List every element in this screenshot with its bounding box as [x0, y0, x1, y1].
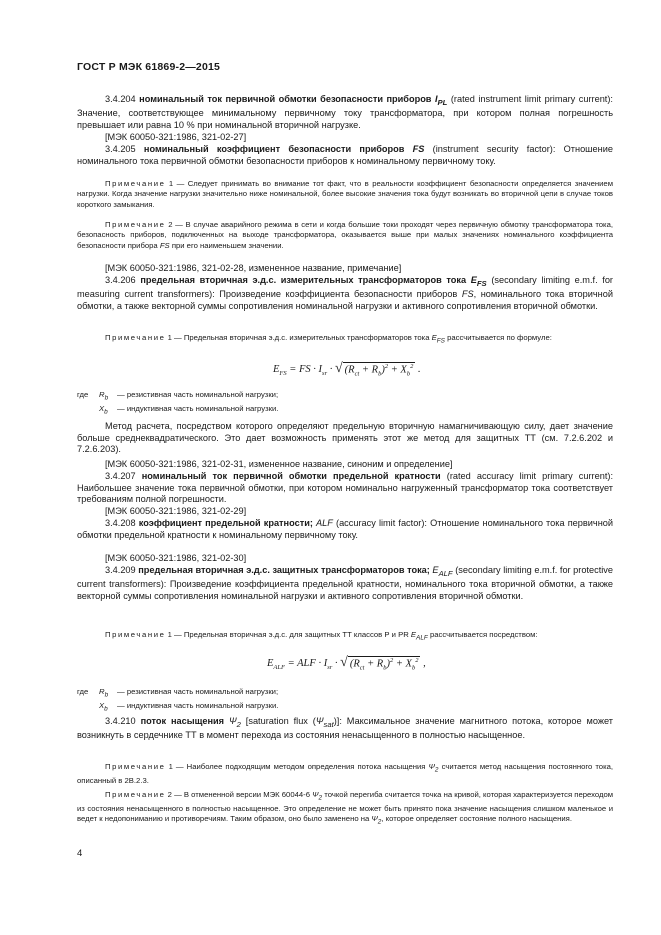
source-ref: [МЭК 60050-321:1986, 321-02-27] [105, 132, 247, 142]
note-210-1: Примечание 1 — Наиболее подходящим методом определения потока насыщения $\Psi_2$ считается метод насыщения постоянного тока, описанный в 2В.2.3. [77, 762, 614, 785]
term-3-4-206: 3.4.206 предельная вторичная э.д.с. измерительных трансформаторов тока $E_{FS}$ (secondary limiting e.m.f. for measuring current transformers): Произведение коэффициента безопасности приборов FS, номинального тока вторичной обмотки, а также векторной суммы сопротивления номинальной нагрузки и активного сопротивления вторичной обмотки. [77, 275, 613, 312]
term-3-4-204: 3.4.204 номинальный ток первичной обмотки безопасности приборов $I_{PL}$ (rated instrument limit primary current): Значение, соответствующее минимальному первичному току трансформатора, при котором полная погрешность превышает или равна 10 % при номинальной вторичной нагрузке. [77, 94, 613, 131]
page-number: 4 [77, 848, 83, 859]
source-ref: [МЭК 60050-321:1986, 321-02-29] [105, 506, 247, 516]
legend-2: где $R_b$ — резистивная часть номинальной нагрузки; $X_b$ — индуктивная часть номинальной нагрузки. [77, 687, 279, 713]
note-209: Примечание 1 — Предельная вторичная э.д.с. для защитных ТТ классов Р и PR $E_{ALF}$ рассчитывается посредством: [105, 630, 538, 642]
legend-1: где $R_b$ — резистивная часть номинальной нагрузки; $X_b$ — индуктивная часть номинальной нагрузки. [77, 390, 279, 416]
note-205-1: Примечание 1 — Следует принимать во внимание тот факт, что в реальности коэффициент безопасности определяется значением нагрузки. Когда значение нагрузки значительно ниже номинальной, более высокие значения тока будут возникать во вторичной цепи в случае токов короткого замыкания. [77, 179, 613, 209]
formula-ealf: $E_{ALF}$ = ALF · $I_{sr}$ · √ $(R_{ct} + R_b)^2 + X_b^2$ , [267, 655, 426, 672]
term-3-4-210: 3.4.210 поток насыщения $\Psi_2$ [saturation flux $(\Psi_{sat})$]: Максимальное значение магнитного потока, которое может возникнуть в сердечнике ТТ в момент перехода из состояния ненасыщенного в полностью насыщенное. [77, 716, 614, 741]
source-ref: [МЭК 60050-321:1986, 321-02-31, измененное название, синоним и определение] [105, 459, 453, 469]
method-paragraph: Метод расчета, посредством которого определяют предельную вторичную намагничивающую силу, дает значение больше среднеквадратического. Это дает возможность применять этот же метод для защитных ТТ (см. 7.2.6.202 и 7.2.6.203). [77, 421, 613, 455]
note-205-2: Примечание 2 — В случае аварийного режима в сети и когда большие токи проходят через первичную обмотку трансформатора тока, безопасность приборов, подключенных на выходе трансформатора, оказывается выше при малых значениях номинального коэффициента безопасности прибора FS при его наименьшем значении. [77, 220, 613, 250]
term-3-4-208: 3.4.208 коэффициент предельной кратности; ALF (accuracy limit factor): Отношение номинального тока первичной обмотки предельной кратности к номинальному первичному току. [77, 518, 614, 540]
term-3-4-205: 3.4.205 номинальный коэффициент безопасности приборов FS (instrument security factor): Отношение номинального тока первичной обмотки безопасности приборов к номинальному первичному току. [77, 144, 613, 166]
term-3-4-207: 3.4.207 номинальный ток первичной обмотки предельной кратности (rated accuracy limit primary current): Наибольшее значение тока первичной обмотки, при котором номинально нагруженный трансформатор тока соответствует требованиям полной погрешности. [77, 471, 613, 505]
note-210-2: Примечание 2 — В отмененной версии МЭК 60044-6 $\Psi_2$ точкой перегиба считается точка на кривой, которая характеризуется переходом из состояния ненасыщенного в полностью насыщенное. Это определение не может быть принято пока значение насыщения слишком маленькое и ведет к недопониманию и противоречиям. Таким образом, оно было заменено на $\Psi_2$, которое определяет состояние полного насыщения. [77, 790, 614, 826]
term-3-4-209: 3.4.209 предельная вторичная э.д.с. защитных трансформаторов тока; $E_{ALF}$ (secondary limiting e.m.f. for protective current transformers): Произведение коэффициента предельной кратности, номинального тока вторичной обмотки, а также векторной суммы сопротивления номинальной нагрузки и активного сопротивления вторичной обмотки. [77, 565, 614, 602]
page-header: ГОСТ Р МЭК 61869-2—2015 [77, 61, 221, 73]
source-ref: [МЭК 60050-321:1986, 321-02-30] [105, 553, 247, 563]
formula-efs: $E_{FS}$ = FS · $I_{sr}$ · √ $(R_{ct} + R_b)^2 + X_b^2$ . [273, 361, 421, 378]
note-206: Примечание 1 — Предельная вторичная э.д.с. измерительных трансформаторов тока $E_{FS}$ рассчитывается по формуле: [105, 333, 552, 345]
source-ref: [МЭК 60050-321:1986, 321-02-28, измененное название, примечание] [105, 263, 402, 273]
